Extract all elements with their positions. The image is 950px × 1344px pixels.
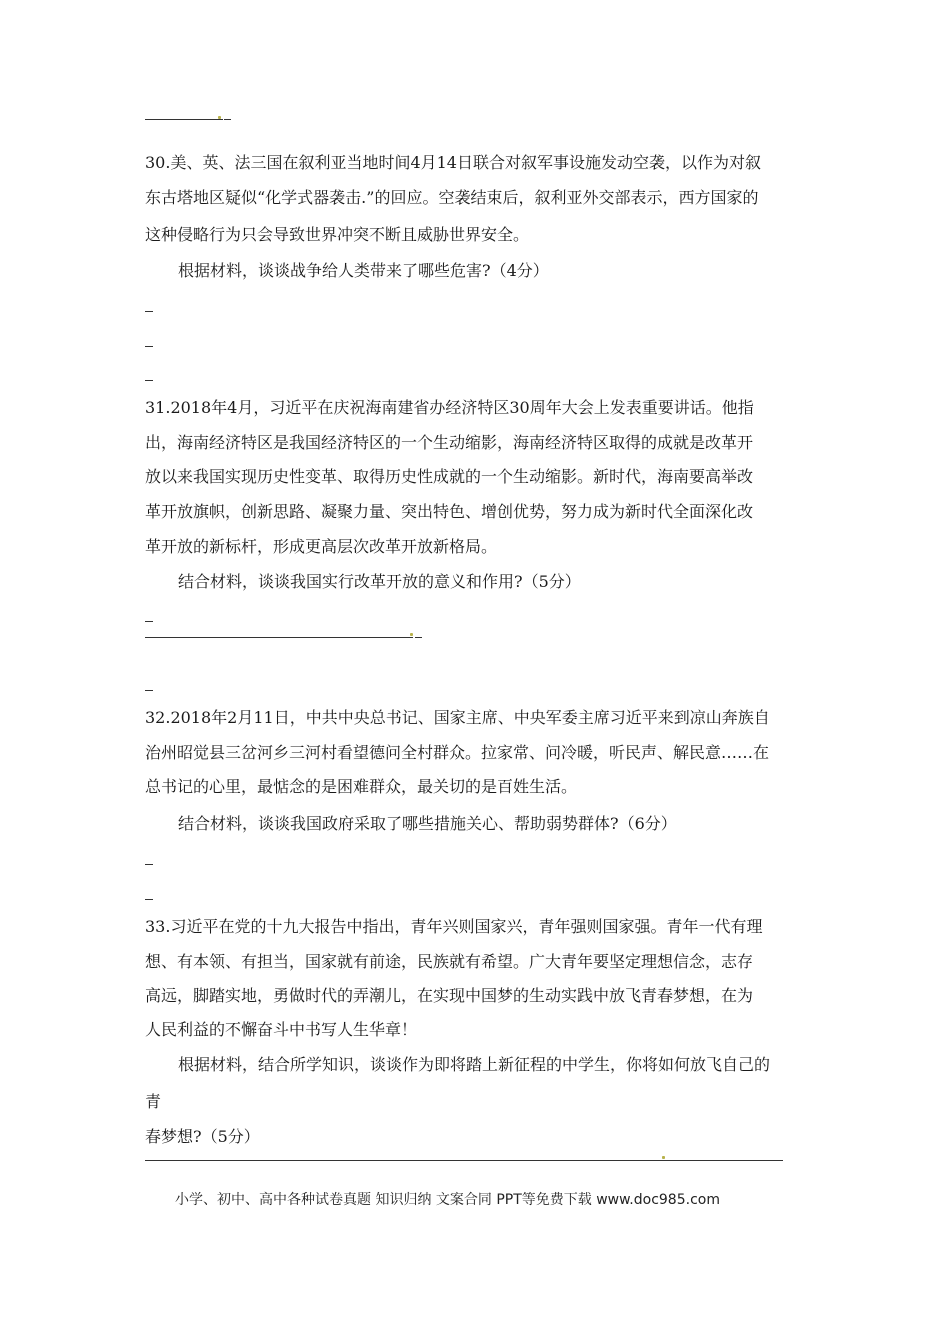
q30-line: 30.美、英、法三国在叙利亚当地时间4月14日联合对叙军事设施发动空袭，以作为对叙 bbox=[145, 153, 761, 172]
q32-line: 32.2018年2月11日，中共中央总书记、国家主席、中央军委主席习近平来到凉山奔族自 bbox=[145, 708, 770, 727]
q33-prompt-cont: 青 bbox=[145, 1092, 162, 1111]
answer-dash bbox=[145, 311, 153, 312]
q32-prompt: 结合材料，谈谈我国政府采取了哪些措施关心、帮助弱势群体?（6分） bbox=[178, 814, 677, 833]
q33-line: 33.习近平在党的十九大报告中指出，青年兴则国家兴，青年强则国家强。青年一代有理 bbox=[145, 917, 763, 936]
answer-line bbox=[145, 637, 413, 638]
q31-line: 放以来我国实现历史性变革、取得历史性成就的一个生动缩影。新时代，海南要高举改 bbox=[145, 467, 754, 486]
answer-line bbox=[145, 119, 223, 120]
q30-line: 这种侵略行为只会导致世界冲突不断且威胁世界安全。 bbox=[145, 225, 530, 244]
q33-line: 高远，脚踏实地，勇做时代的弄潮儿，在实现中国梦的生动实践中放飞青春梦想，在为 bbox=[145, 986, 754, 1005]
q31-line: 革开放的新标杆，形成更高层次改革开放新格局。 bbox=[145, 537, 498, 556]
answer-line bbox=[224, 119, 231, 120]
q30-line: 东古塔地区疑似“化学式器袭击.”的回应。空袭结束后，叙利亚外交部表示，西方国家的 bbox=[145, 188, 759, 207]
q32-line: 总书记的心里，最惦念的是困难群众，最关切的是百姓生活。 bbox=[145, 777, 578, 796]
q31-line: 31.2018年4月，习近平在庆祝海南建省办经济特区30周年大会上发表重要讲话。他指 bbox=[145, 398, 754, 417]
mark-dot bbox=[218, 116, 221, 119]
answer-dash bbox=[145, 621, 153, 622]
q31-line: 出，海南经济特区是我国经济特区的一个生动缩影，海南经济特区取得的成就是改革开 bbox=[145, 433, 754, 452]
q33-line: 人民利益的不懈奋斗中书写人生华章！ bbox=[145, 1020, 418, 1039]
footer-text: 小学、初中、高中各种试卷真题 知识归纳 文案合同 PPT等免费下载 www.doc985.com bbox=[175, 1192, 720, 1208]
answer-dash bbox=[145, 346, 153, 347]
answer-line bbox=[145, 1160, 783, 1161]
answer-dash bbox=[145, 864, 153, 865]
q31-prompt: 结合材料，谈谈我国实行改革开放的意义和作用?（5分） bbox=[178, 572, 581, 591]
answer-dash bbox=[145, 380, 153, 381]
q32-line: 治州昭觉县三岔河乡三河村看望德问全村群众。拉家常、问冷暖，听民声、解民意……在 bbox=[145, 743, 770, 762]
mark-dot bbox=[410, 633, 413, 636]
q33-prompt-cont: 春梦想?（5分） bbox=[145, 1127, 260, 1146]
mark-dot bbox=[662, 1156, 665, 1159]
q30-prompt: 根据材料，谈谈战争给人类带来了哪些危害?（4分） bbox=[178, 261, 549, 280]
q31-line: 革开放旗帜，创新思路、凝聚力量、突出特色、增创优势，努力成为新时代全面深化改 bbox=[145, 502, 754, 521]
answer-dash bbox=[145, 690, 153, 691]
answer-dash bbox=[145, 899, 153, 900]
q33-prompt: 根据材料，结合所学知识，谈谈作为即将踏上新征程的中学生，你将如何放飞自己的 bbox=[178, 1055, 771, 1074]
answer-line bbox=[415, 637, 422, 638]
q33-line: 想、有本领、有担当，国家就有前途，民族就有希望。广大青年要坚定理想信念，志存 bbox=[145, 952, 754, 971]
